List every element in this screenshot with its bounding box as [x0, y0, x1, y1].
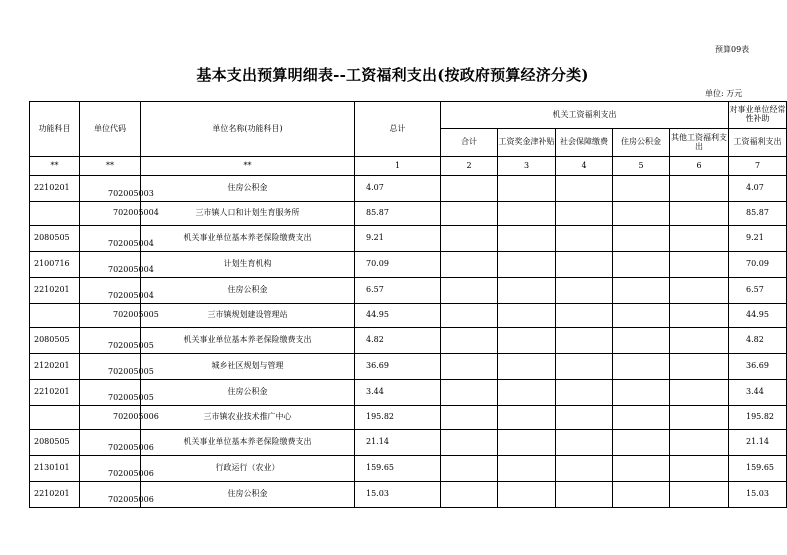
housing-cell [613, 176, 670, 202]
social-cell [556, 252, 613, 278]
col-no: 6 [670, 157, 729, 176]
unit-name-cell: 机关事业单位基本养老保险缴费支出 [141, 430, 355, 456]
unit-name-cell: 城乡社区规划与管理 [141, 354, 355, 380]
unit-name-cell: 住房公积金 [141, 278, 355, 304]
org-total-cell [441, 304, 498, 328]
welfare-cell: 21.14 [729, 430, 787, 456]
social-cell [556, 226, 613, 252]
func-subject-cell: 2080505 [30, 430, 80, 456]
unit-code-cell: 702005005 [80, 380, 141, 406]
unit-name-cell: 三市镇规划建设管理站 [141, 304, 355, 328]
page-title: 基本支出预算明细表--工资福利支出(按政府预算经济分类) [196, 66, 589, 84]
housing-cell [613, 380, 670, 406]
unit-name-cell: 住房公积金 [141, 176, 355, 202]
other-cell [670, 354, 729, 380]
unit-code-cell: 702005005 [80, 328, 141, 354]
form-number: 预算09表 [715, 45, 750, 54]
unit-code-cell: 702005006 [80, 482, 141, 508]
welfare-cell: 85.87 [729, 202, 787, 226]
total-cell: 44.95 [355, 304, 441, 328]
social-cell [556, 380, 613, 406]
salary-cell [498, 406, 556, 430]
table-row [30, 226, 787, 252]
salary-cell [498, 430, 556, 456]
budget-table [29, 101, 787, 508]
other-cell [670, 202, 729, 226]
other-cell [670, 328, 729, 354]
social-cell [556, 354, 613, 380]
housing-cell [613, 304, 670, 328]
unit-code-cell: 702005006 [80, 456, 141, 482]
unit-code-cell: 702005004 [80, 252, 141, 278]
salary-cell [498, 176, 556, 202]
salary-cell [498, 226, 556, 252]
header-unit-name: 单位名称(功能科目) [141, 102, 355, 157]
col-no: 5 [613, 157, 670, 176]
unit-label: 单位: 万元 [705, 89, 743, 98]
total-cell: 4.82 [355, 328, 441, 354]
table-row [30, 328, 787, 354]
social-cell [556, 328, 613, 354]
housing-cell [613, 430, 670, 456]
table-row [30, 430, 787, 456]
unit-name-cell: 三市镇农业技术推广中心 [141, 406, 355, 430]
table-row [30, 380, 787, 406]
total-cell: 70.09 [355, 252, 441, 278]
other-cell [670, 176, 729, 202]
unit-name-cell: 行政运行（农业） [141, 456, 355, 482]
func-subject-cell: 2130101 [30, 456, 80, 482]
org-total-cell [441, 406, 498, 430]
func-subject-cell [30, 406, 80, 430]
housing-cell [613, 456, 670, 482]
welfare-cell: 36.69 [729, 354, 787, 380]
org-total-cell [441, 252, 498, 278]
social-cell [556, 176, 613, 202]
col-no: ** [80, 157, 141, 176]
header-sub-salary: 工资奖金津补贴 [498, 129, 556, 157]
other-cell [670, 380, 729, 406]
other-cell [670, 252, 729, 278]
total-cell: 36.69 [355, 354, 441, 380]
housing-cell [613, 202, 670, 226]
func-subject-cell: 2120201 [30, 354, 80, 380]
org-total-cell [441, 430, 498, 456]
housing-cell [613, 252, 670, 278]
unit-code-cell: 702005004 [80, 278, 141, 304]
unit-code-cell: 702005003 [80, 176, 141, 202]
func-subject-cell [30, 304, 80, 328]
func-subject-cell: 2210201 [30, 278, 80, 304]
total-cell: 4.07 [355, 176, 441, 202]
other-cell [670, 226, 729, 252]
unit-name-cell: 三市镇人口和计划生育服务所 [141, 202, 355, 226]
header-total: 总计 [355, 102, 441, 157]
total-cell: 21.14 [355, 430, 441, 456]
housing-cell [613, 482, 670, 508]
header-group-inst: 对事业单位经常性补助 [729, 102, 787, 129]
welfare-cell: 3.44 [729, 380, 787, 406]
total-cell: 195.82 [355, 406, 441, 430]
func-subject-cell: 2080505 [30, 226, 80, 252]
func-subject-cell: 2080505 [30, 328, 80, 354]
salary-cell [498, 482, 556, 508]
header-sub-housing: 住房公积金 [613, 129, 670, 157]
column-number-row [30, 157, 787, 176]
func-subject-cell [30, 202, 80, 226]
other-cell [670, 406, 729, 430]
salary-cell [498, 380, 556, 406]
header-sub-social: 社会保障缴费 [556, 129, 613, 157]
other-cell [670, 430, 729, 456]
func-subject-cell: 2100716 [30, 252, 80, 278]
total-cell: 9.21 [355, 226, 441, 252]
housing-cell [613, 354, 670, 380]
table-row [30, 278, 787, 304]
other-cell [670, 456, 729, 482]
social-cell [556, 456, 613, 482]
col-no: 3 [498, 157, 556, 176]
social-cell [556, 430, 613, 456]
welfare-cell: 195.82 [729, 406, 787, 430]
total-cell: 3.44 [355, 380, 441, 406]
org-total-cell [441, 328, 498, 354]
unit-name-cell: 机关事业单位基本养老保险缴费支出 [141, 328, 355, 354]
header-unit-code: 单位代码 [80, 102, 141, 157]
header-func-subject: 功能科目 [30, 102, 80, 157]
header-sub-other: 其他工资福利支出 [670, 129, 729, 157]
welfare-cell: 15.03 [729, 482, 787, 508]
unit-name-cell: 住房公积金 [141, 482, 355, 508]
table-row [30, 202, 787, 226]
col-no: 4 [556, 157, 613, 176]
salary-cell [498, 354, 556, 380]
unit-name-cell: 计划生育机构 [141, 252, 355, 278]
org-total-cell [441, 202, 498, 226]
org-total-cell [441, 226, 498, 252]
col-no: 7 [729, 157, 787, 176]
welfare-cell: 9.21 [729, 226, 787, 252]
table-row [30, 304, 787, 328]
col-no: 1 [355, 157, 441, 176]
other-cell [670, 482, 729, 508]
salary-cell [498, 202, 556, 226]
welfare-cell: 159.65 [729, 456, 787, 482]
housing-cell [613, 278, 670, 304]
salary-cell [498, 278, 556, 304]
org-total-cell [441, 456, 498, 482]
header-sub-welfare: 工资福利支出 [729, 129, 787, 157]
salary-cell [498, 304, 556, 328]
org-total-cell [441, 354, 498, 380]
social-cell [556, 202, 613, 226]
housing-cell [613, 328, 670, 354]
func-subject-cell: 2210201 [30, 176, 80, 202]
unit-code-cell: 702005005 [80, 354, 141, 380]
other-cell [670, 278, 729, 304]
org-total-cell [441, 380, 498, 406]
header-sub-total: 合计 [441, 129, 498, 157]
col-no: ** [141, 157, 355, 176]
table-row [30, 354, 787, 380]
welfare-cell: 6.57 [729, 278, 787, 304]
unit-code-cell: 702005004 [80, 226, 141, 252]
org-total-cell [441, 482, 498, 508]
func-subject-cell: 2210201 [30, 380, 80, 406]
header-group-org: 机关工资福利支出 [441, 102, 729, 129]
welfare-cell: 4.82 [729, 328, 787, 354]
col-no: 2 [441, 157, 498, 176]
func-subject-cell: 2210201 [30, 482, 80, 508]
welfare-cell: 4.07 [729, 176, 787, 202]
table-row [30, 482, 787, 508]
unit-code-cell: 702005005 [80, 304, 141, 328]
salary-cell [498, 328, 556, 354]
table-row [30, 456, 787, 482]
other-cell [670, 304, 729, 328]
housing-cell [613, 406, 670, 430]
org-total-cell [441, 176, 498, 202]
table-row [30, 406, 787, 430]
welfare-cell: 70.09 [729, 252, 787, 278]
social-cell [556, 406, 613, 430]
unit-code-cell: 702005004 [80, 202, 141, 226]
table-row [30, 176, 787, 202]
unit-name-cell: 机关事业单位基本养老保险缴费支出 [141, 226, 355, 252]
unit-code-cell: 702005006 [80, 406, 141, 430]
total-cell: 15.03 [355, 482, 441, 508]
unit-code-cell: 702005006 [80, 430, 141, 456]
social-cell [556, 482, 613, 508]
housing-cell [613, 226, 670, 252]
salary-cell [498, 252, 556, 278]
social-cell [556, 278, 613, 304]
unit-name-cell: 住房公积金 [141, 380, 355, 406]
col-no: ** [30, 157, 80, 176]
welfare-cell: 44.95 [729, 304, 787, 328]
total-cell: 6.57 [355, 278, 441, 304]
salary-cell [498, 456, 556, 482]
table-row [30, 252, 787, 278]
total-cell: 159.65 [355, 456, 441, 482]
total-cell: 85.87 [355, 202, 441, 226]
org-total-cell [441, 278, 498, 304]
social-cell [556, 304, 613, 328]
